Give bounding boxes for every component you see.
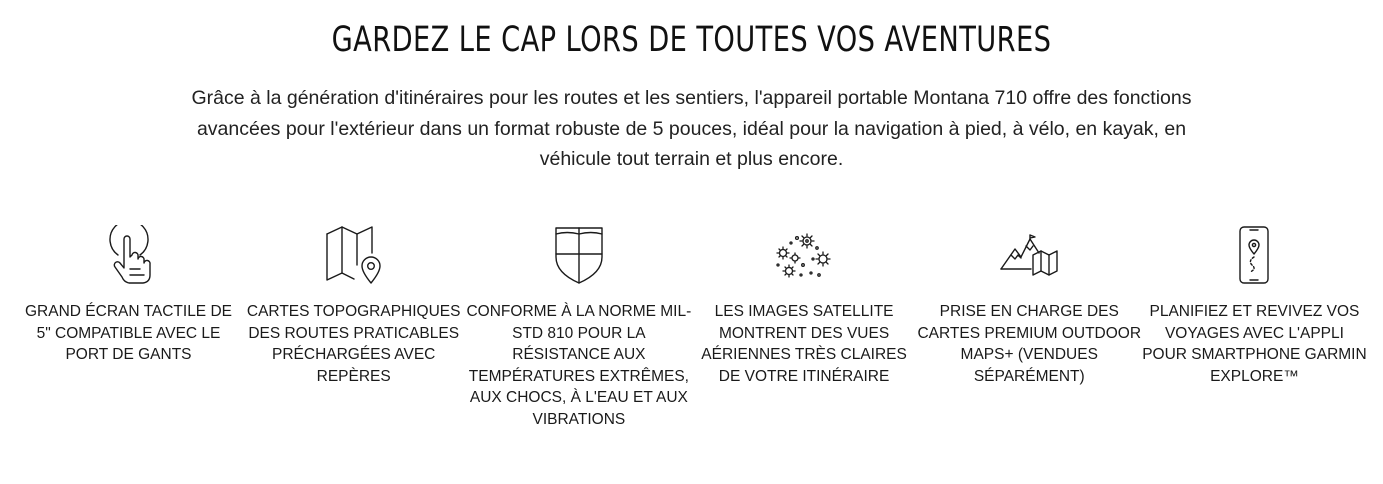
feature-rugged: [466, 224, 691, 431]
feature-satellite: [692, 224, 917, 431]
feature-touchscreen: [16, 224, 241, 431]
feature-topo-maps: [241, 224, 466, 431]
map-pin-icon: [322, 224, 386, 286]
smartphone-route-icon: [1222, 224, 1286, 286]
feature-text: PRISE EN CHARGE DES CARTES PREMIUM OUTDOOR MAPS+ (VENDUES SÉPARÉMENT): [917, 303, 1142, 385]
mountain-map-icon: [997, 224, 1061, 286]
feature-text: PLANIFIEZ ET REVIVEZ VOS VOYAGES AVEC L'APPLI POUR SMARTPHONE GARMIN EXPLORE™: [1142, 303, 1367, 385]
feature-explore-app: [1142, 224, 1367, 431]
feature-text: CONFORME À LA NORME MIL-STD 810 POUR LA RÉSISTANCE AUX TEMPÉRATURES EXTRÊMES, AUX CHOCS, À L'EAU ET AUX VIBRATIONS: [466, 303, 692, 428]
intro-paragraph: Grâce à la génération d'itinéraires pour les routes et les sentiers, l'appareil portable Montana 710 offre des fonctions avancées pour l'extérieur dans un format robuste de 5 pouces, idéal pour la navigation à pied, à vélo, en kayak, en véhicule tout terrain et plus encore.: [191, 87, 1192, 170]
touch-hand-icon: [97, 224, 161, 286]
feature-text: GRAND ÉCRAN TACTILE DE 5" COMPATIBLE AVEC LE PORT DE GANTS: [25, 303, 232, 364]
feature-list: [16, 224, 1367, 431]
section-heading: GARDEZ LE CAP LORS DE TOUTES VOS AVENTURES: [331, 20, 1052, 60]
shield-icon: [547, 224, 611, 286]
satellite-imagery-icon: [772, 224, 836, 286]
feature-text: CARTES TOPOGRAPHIQUES DES ROUTES PRATICABLES PRÉCHARGÉES AVEC REPÈRES: [246, 303, 461, 385]
feature-text: LES IMAGES SATELLITE MONTRENT DES VUES AÉRIENNES TRÈS CLAIRES DE VOTRE ITINÉRAIRE: [701, 303, 907, 385]
feature-outdoor-maps: [917, 224, 1142, 431]
